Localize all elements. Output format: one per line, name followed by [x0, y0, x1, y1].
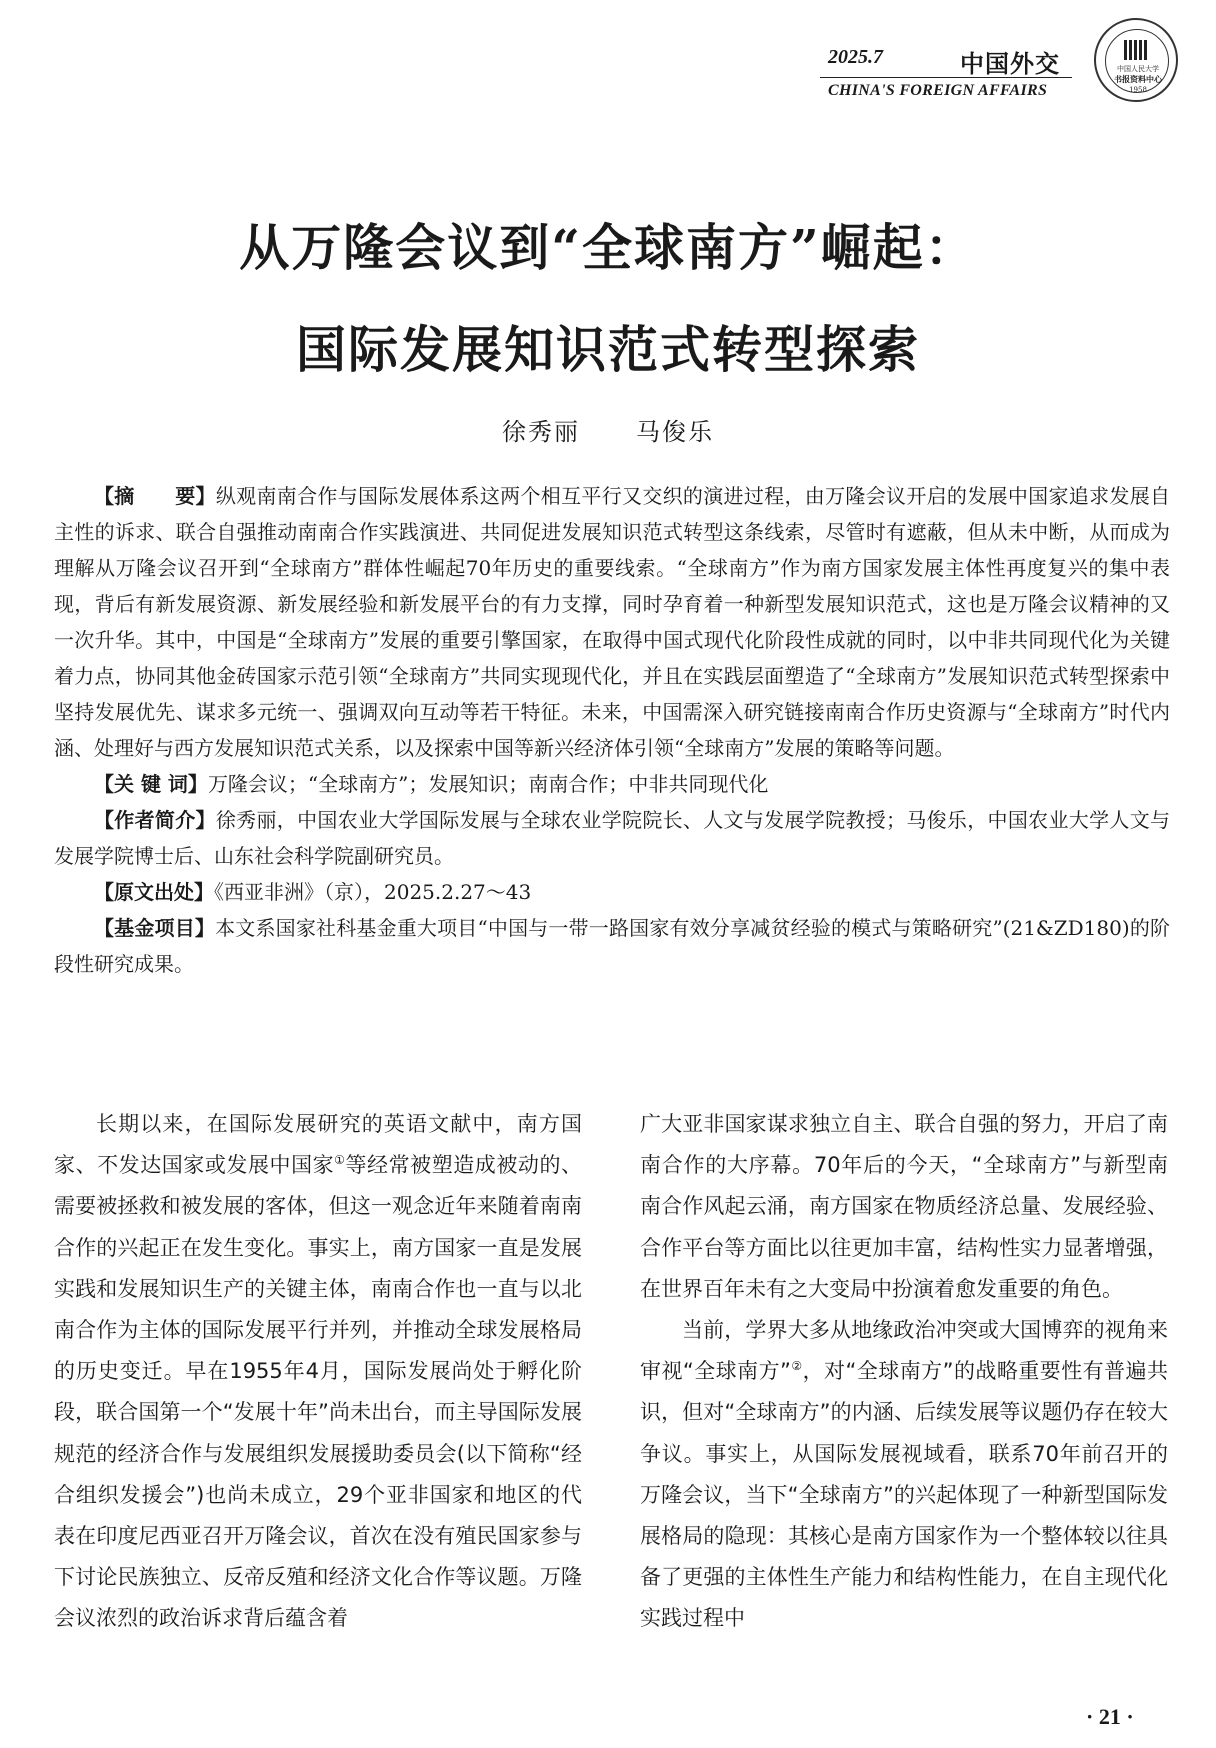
publisher-seal-logo	[1094, 18, 1178, 102]
issue-number: 2025.7	[828, 46, 883, 68]
source	[54, 874, 1170, 910]
body-paragraph: 广大亚非国家谋求独立自主、联合自强的努力，开启了南南合作的大序幕。70年后的今天，“全球南方”与新型南南合作风起云涌，南方国家在物质经济总量、发展经验、合作平台等方面比以往更加丰富，结构性实力显著增强，在世界百年未有之大变局中扮演着愈发重要的角色。	[640, 1112, 1168, 1301]
keywords-label: 【关 键 词】	[94, 772, 208, 796]
page-number: · 21 ·	[1086, 1704, 1134, 1729]
body-text: 长期以来，在国际发展研究的英语文献中，南方国家、不发达国家或发展中国家	[54, 1112, 582, 1178]
body-column-left	[54, 1104, 582, 1640]
body-text: 当前，学界大多从地缘政治冲突或大国博弈的视角来审视“全球南方”	[640, 1318, 1168, 1384]
author-bio-text: 徐秀丽，中国农业大学国际发展与全球农业学院院长、人文与发展学院教授；马俊乐，中国农业大学人文与发展学院博士后、山东社会科学院副研究员。	[54, 808, 1171, 868]
source-text: 《西亚非洲》（京），2025.2.27～43	[214, 880, 532, 904]
footnote-ref: ①	[334, 1153, 346, 1168]
running-header	[820, 40, 1070, 100]
author-line	[0, 412, 1216, 447]
footnote-ref: ②	[790, 1359, 803, 1374]
source-label: 【原文出处】	[94, 880, 214, 904]
journal-title-en: CHINA'S FOREIGN AFFAIRS	[828, 82, 1048, 99]
seal-book-icon	[1124, 40, 1148, 60]
article-title-line2: 国际发展知识范式转型探索	[296, 320, 920, 379]
body-paragraph	[54, 1104, 582, 1640]
seal-text-year: 1958	[1129, 86, 1147, 94]
header-rule	[820, 77, 1072, 78]
seal-text-university: 中国人民大学	[1117, 65, 1159, 73]
article-title-line1: 从万隆会议到“全球南方”崛起：	[239, 218, 977, 277]
author-name: 徐秀丽	[502, 418, 580, 446]
abstract-text: 纵观南南合作与国际发展体系这两个相互平行又交织的演进过程，由万隆会议开启的发展中国家追求发展自主性的诉求、联合自强推动南南合作实践演进、共同促进发展知识范式转型这条线索，尽管时有遮蔽，但从未中断，从而成为理解从万隆会议召开到“全球南方”群体性崛起70年历史的重要线索。“全球南方”作为南方国家发展主体性再度复兴的集中表现，背后有新发展资源、新发展经验和新发展平台的有力支撑，同时孕育着一种新型发展知识范式，这也是万隆会议精神的又一次升华。其中，中国是“全球南方”发展的重要引擎国家，在取得中国式现代化阶段性成就的同时，以中非共同现代化为关键着力点，协同其他金砖国家示范引领“全球南方”共同实现现代化，并且在实践层面塑造了“全球南方”发展知识范式转型探索中坚持发展优先、谋求多元统一、强调双向互动等若干特征。未来，中国需深入研究链接南南合作历史资源与“全球南方”时代内涵、处理好与西方发展知识范式关系，以及探索中国等新兴经济体引领“全球南方”发展的策略等问题。	[54, 484, 1171, 760]
fund-text: 本文系国家社科基金重大项目“中国与一带一路国家有效分享减贫经验的模式与策略研究”(21&ZD180)的阶段性研究成果。	[54, 916, 1171, 976]
abstract	[54, 478, 1170, 766]
body-paragraph	[640, 1310, 1168, 1640]
keywords	[54, 766, 1170, 802]
fund-label: 【基金项目】	[94, 916, 216, 940]
front-matter	[54, 478, 1170, 982]
journal-title-cn: 中国外交	[960, 50, 1060, 78]
body-text: 等经常被塑造成被动的、需要被拯救和被发展的客体，但这一观念近年来随着南南合作的兴起正在发生变化。事实上，南方国家一直是发展实践和发展知识生产的关键主体，南南合作也一直与以北南合作为主体的国际发展平行并列，并推动全球发展格局的历史变迁。早在1955年4月，国际发展尚处于孵化阶段，联合国第一个“发展十年”尚未出台，而主导国际发展规范的经济合作与发展组织发展援助委员会(以下简称“经合组织发援会”)也尚未成立，29个亚非国家和地区的代表在印度尼西亚召开万隆会议，首次在没有殖民国家参与下讨论民族独立、反帝反殖和经济文化合作等议题。万隆会议浓烈的政治诉求背后蕴含着	[54, 1153, 582, 1631]
body-column-right	[640, 1104, 1168, 1640]
author-bio	[54, 802, 1170, 874]
author-name: 马俊乐	[636, 418, 714, 446]
author-bio-label: 【作者简介】	[94, 808, 216, 832]
abstract-label: 【摘 要】	[94, 484, 216, 508]
fund	[54, 910, 1170, 982]
seal-text-center: 书报资料中心	[1114, 74, 1162, 84]
keywords-text: 万隆会议；“全球南方”；发展知识；南南合作；中非共同现代化	[207, 772, 769, 796]
body-text: ，对“全球南方”的战略重要性有普遍共识，但对“全球南方”的内涵、后续发展等议题仍存在较大争议。事实上，从国际发展视域看，联系70年前召开的万隆会议，当下“全球南方”的兴起体现了一种新型国际发展格局的隐现：其核心是南方国家作为一个整体较以往具备了更强的主体性生产能力和结构性能力，在自主现代化实践过程中	[640, 1359, 1169, 1631]
